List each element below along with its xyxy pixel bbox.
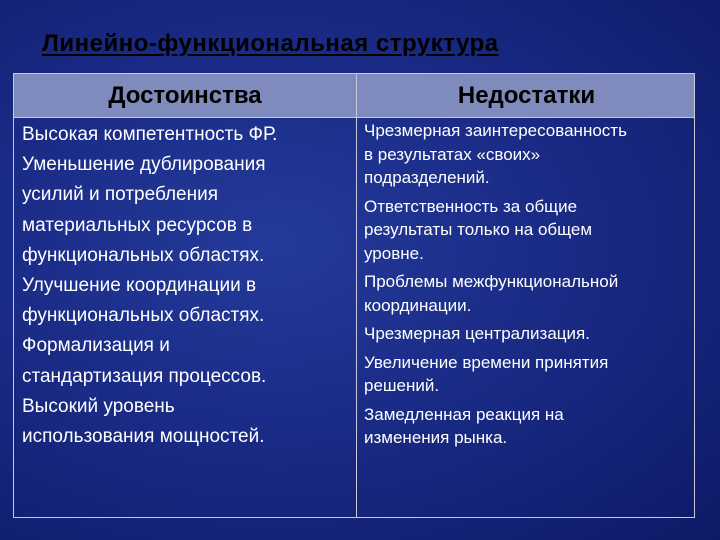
advantages-column	[22, 119, 358, 452]
disadvantage-line: Проблемы межфункциональной	[364, 272, 619, 291]
advantage-line: Формализация и	[22, 335, 170, 357]
header-disadvantages: Недостатки	[457, 82, 596, 109]
advantage-line: Высокая компетентность ФР.	[22, 124, 278, 145]
advantage-line: усилий и потребления	[22, 184, 219, 206]
table-header-row	[14, 74, 694, 118]
disadvantage-line: изменения рынка.	[364, 428, 508, 447]
advantage-line: Улучшение координации в	[22, 275, 257, 297]
advantage-line: материальных ресурсов в	[22, 214, 253, 236]
disadvantage-line: результаты только на общем	[364, 220, 593, 239]
comparison-table	[13, 73, 695, 518]
advantage-line: функциональных областях.	[22, 305, 265, 327]
disadvantage-line: Замедленная реакция на	[364, 404, 564, 424]
disadvantage-line: решений.	[364, 376, 440, 395]
disadvantage-line: Чрезмерная централизация.	[364, 324, 590, 343]
disadvantage-line: Увеличение времени принятия	[364, 352, 609, 372]
advantage-line: стандартизация процессов.	[22, 365, 267, 387]
disadvantage-line: Чрезмерная заинтересованность	[364, 121, 627, 140]
advantage-line: Уменьшение дублирования	[22, 154, 266, 176]
disadvantage-line: координации.	[364, 295, 472, 315]
page-title: Линейно-функциональная структура	[42, 30, 499, 57]
disadvantage-line: Ответственность за общие	[364, 196, 578, 216]
advantage-line: использования мощностей.	[22, 426, 265, 448]
header-advantages: Достоинства	[108, 82, 262, 109]
disadvantage-line: в результатах «своих»	[364, 144, 541, 164]
disadvantages-column	[364, 119, 694, 450]
advantage-line: Высокий уровень	[22, 395, 175, 417]
disadvantage-line: уровне.	[364, 243, 424, 263]
advantage-line: функциональных областях.	[22, 244, 265, 266]
disadvantage-line: подразделений.	[364, 168, 490, 187]
